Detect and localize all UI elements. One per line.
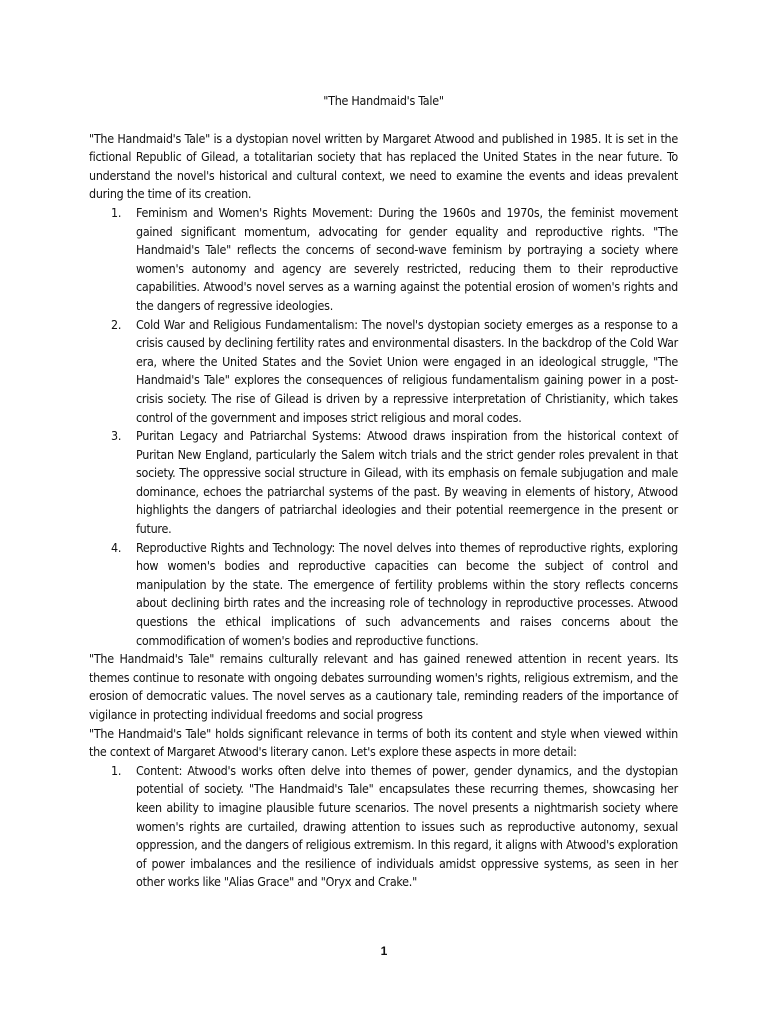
list-item-text: Content: Atwood's works often delve into themes of power, gender dynamics, and the dystopian potential of society. "The Handmaid's Tale" encapsulates these recurring themes, showcasing her keen ability to imagine plausible future scenarios. The novel presents a nightmarish society where women's rights are curtailed, drawing attention to issues such as reproductive autonomy, sexual oppression, and the dangers of religious extremism. In this regard, it aligns with Atwood's exploration of power imbalances and the resilience of individuals amidst oppressive systems, as seen in her other works like "Alias Grace" and "Oryx and Crake.": [136, 762, 678, 890]
list-item-text: Cold War and Religious Fundamentalism: The novel's dystopian society emerges as a response to a crisis caused by declining fertility rates and environmental disasters. In the backdrop of the Cold War era, where the United States and the Soviet Union were engaged in an ideological struggle, "The Handmaid's Tale" explores the consequences of religious fundamentalism gaining power in a post-crisis society. The rise of Gilead is driven by a repressive interpretation of Christianity, which takes control of the government and imposes strict religious and moral codes.: [136, 316, 678, 425]
list-item: [89, 427, 678, 539]
list-item-number: 3.: [111, 428, 122, 444]
page-number: 1: [380, 944, 388, 958]
list-item: [89, 539, 678, 651]
canon-paragraph: "The Handmaid's Tale" holds significant relevance in terms of both its content and style when viewed within the context of Margaret Atwood's literary canon. Let's explore these aspects in more detail:: [89, 725, 678, 760]
intro-paragraph: "The Handmaid's Tale" is a dystopian novel written by Margaret Atwood and published in 1985. It is set in the fictional Republic of Gilead, a totalitarian society that has replaced the United States in the near future. To understand the novel's historical and cultural context, we need to examine the events and ideas prevalent during the time of its creation.: [89, 130, 678, 202]
relevance-paragraph: "The Handmaid's Tale" remains culturally relevant and has gained renewed attention in recent years. Its themes continue to resonate with ongoing debates surrounding women's rights, religious extremism, and the erosion of democratic values. The novel serves as a cautionary tale, reminding readers of the importance of vigilance in protecting individual freedoms and social progress: [89, 651, 678, 722]
list-item-text: Puritan Legacy and Patriarchal Systems: Atwood draws inspiration from the historical context of Puritan New England, particularly the Salem witch trials and the strict gender roles prevalent in that society. The oppressive social structure in Gilead, with its emphasis on female subjugation and male dominance, echoes the patriarchal systems of the past. By weaving in elements of history, Atwood highlights the dangers of patriarchal ideologies and their potential reemergence in the present or future.: [136, 428, 678, 537]
document-body: [89, 92, 678, 892]
canon-list: [89, 762, 678, 892]
list-item-number: 4.: [111, 539, 122, 555]
list-item-number: 1.: [111, 204, 122, 220]
list-item-text: Feminism and Women's Rights Movement: During the 1960s and 1970s, the feminist movement gained significant momentum, advocating for gender equality and reproductive rights. "The Handmaid's Tale" reflects the concerns of second-wave feminism by portraying a society where women's autonomy and agency are severely restricted, reducing them to their reproductive capabilities. Atwood's novel serves as a warning against the potential erosion of women's rights and the dangers of regressive ideologies.: [136, 204, 678, 313]
list-item-number: 1.: [111, 762, 122, 778]
list-item-number: 2.: [111, 316, 122, 332]
list-item: [89, 316, 678, 428]
list-item: [89, 762, 678, 892]
list-item: [89, 204, 678, 316]
document-title: "The Handmaid's Tale": [323, 93, 444, 108]
context-list: [89, 204, 678, 650]
list-item-text: Reproductive Rights and Technology: The novel delves into themes of reproductive rights, exploring how women's bodies and reproductive capacities can become the subject of control and manipulation by the state. The emergence of fertility problems within the story reflects concerns about declining birth rates and the increasing role of technology in reproductive processes. Atwood questions the ethical implications of such advancements and raises concerns about the commodification of women's bodies and reproductive functions.: [136, 539, 678, 648]
